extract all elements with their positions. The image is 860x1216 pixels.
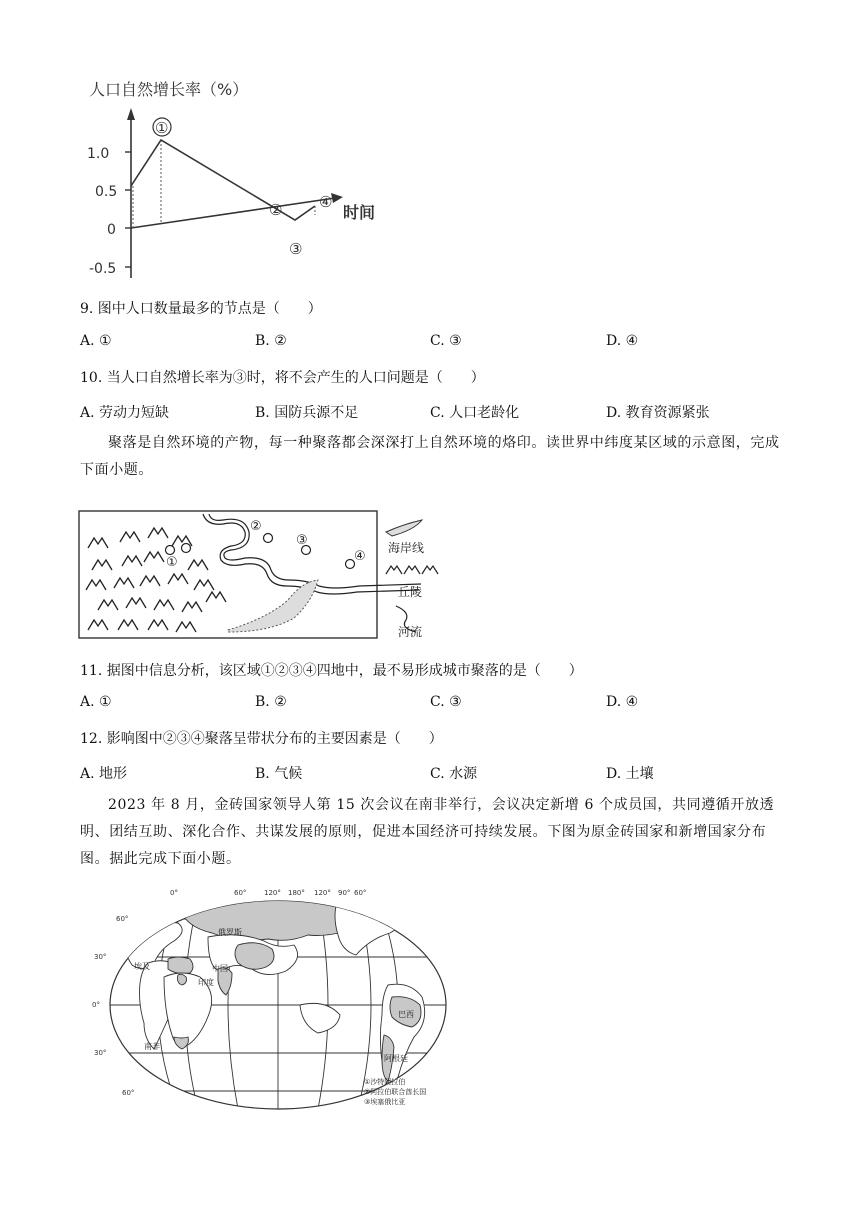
q11-option-c: C. ③ xyxy=(430,694,462,710)
q10-option-a: A. 劳动力短缺 xyxy=(80,405,170,421)
question-9-stem: 9. 图中人口数量最多的节点是（ ） xyxy=(80,301,322,317)
growth-curve xyxy=(131,140,315,220)
node-label: ① xyxy=(155,119,169,137)
q11-option-a: A. ① xyxy=(80,694,112,710)
q12-option-d: D. 土壤 xyxy=(606,766,654,782)
node-label: ② xyxy=(269,201,283,219)
q9-option-a: A. ① xyxy=(80,333,112,349)
q9-option-b: B. ② xyxy=(255,333,287,349)
settlement-label: ③ xyxy=(296,533,308,548)
settlement-label: ① xyxy=(166,555,178,570)
lon-label: 120° xyxy=(264,889,281,897)
q12-option-a: A. 地形 xyxy=(80,766,128,782)
q12-option-c: C. 水源 xyxy=(430,766,478,782)
map-legend-item: ①沙特阿拉伯 xyxy=(364,1078,406,1086)
y-axis-arrow xyxy=(127,108,135,120)
legend-coastline: 海岸线 xyxy=(388,541,425,555)
population-growth-chart xyxy=(85,78,405,286)
time-axis-arrow xyxy=(331,193,343,203)
lat-label: 30° xyxy=(94,1049,107,1057)
lon-label: 0° xyxy=(170,889,178,897)
country-label: 俄罗斯 xyxy=(218,928,242,937)
legend-river: 河流 xyxy=(398,625,423,639)
coastline-legend-icon xyxy=(386,520,422,536)
country-label: 中国 xyxy=(212,964,228,973)
lon-label: 60° xyxy=(354,889,367,897)
question-10-stem: 10. 当人口自然增长率为③时，将不会产生的人口问题是（ ） xyxy=(80,370,485,386)
settlement-label: ② xyxy=(250,519,262,534)
lat-label: 60° xyxy=(116,915,129,923)
lat-label: 60° xyxy=(122,1089,135,1097)
settlement-label: ④ xyxy=(354,549,366,564)
lon-label: 120° xyxy=(314,889,331,897)
country-label: 巴西 xyxy=(398,1010,414,1019)
node-label: ③ xyxy=(289,240,303,258)
q10-option-c: C. 人口老龄化 xyxy=(430,405,520,421)
lat-label: 0° xyxy=(92,1001,100,1009)
passage-settlement: 聚落是自然环境的产物，每一种聚落都会深深打上自然环境的烙印。读世界中纬度某区域的示意图，完成下面小题。 xyxy=(80,435,780,478)
y-tick-label: 1.0 xyxy=(87,146,110,162)
lat-label: 30° xyxy=(94,953,107,961)
settlement-sketch-map xyxy=(78,510,440,640)
map-legend-item: ②阿拉伯联合酋长国 xyxy=(364,1088,427,1096)
q10-option-b: B. 国防兵源不足 xyxy=(255,405,359,421)
question-11-stem: 11. 据图中信息分析，该区域①②③④四地中，最不易形成城市聚落的是（ ） xyxy=(80,663,583,679)
q12-option-b: B. 气候 xyxy=(255,766,303,782)
y-tick-label: 0 xyxy=(107,222,116,238)
y-tick-label: -0.5 xyxy=(89,261,117,277)
lon-label: 90° xyxy=(338,889,351,897)
lon-label: 180° xyxy=(288,889,305,897)
map-legend-item: ③埃塞俄比亚 xyxy=(364,1098,406,1106)
q10-option-d: D. 教育资源紧张 xyxy=(606,405,710,421)
legend-hills: 丘陵 xyxy=(398,585,423,599)
q11-option-b: B. ② xyxy=(255,694,287,710)
passage-brics: 2023 年 8 月，金砖国家领导人第 15 次会议在南非举行，会议决定新增 6 个成员国，共同遵循开放透明、团结互助、深化合作、共谋发展的原则，促进本国经济可持续发展。下图为原金砖国家和新增国家分布图。据此完成下面小题。 xyxy=(80,797,775,867)
q9-option-d: D. ④ xyxy=(606,333,639,349)
x-axis-label: 时间 xyxy=(343,203,376,222)
brics-world-map xyxy=(88,885,468,1113)
node-label: ④ xyxy=(319,193,333,211)
country-label: 埃及 xyxy=(134,962,150,971)
y-tick-label: 0.5 xyxy=(95,184,118,200)
question-12-stem: 12. 影响图中②③④聚落呈带状分布的主要因素是（ ） xyxy=(80,731,443,747)
lon-label: 60° xyxy=(234,889,247,897)
q11-option-d: D. ④ xyxy=(606,694,639,710)
hill-legend-icon xyxy=(386,566,438,574)
country-label: 南非 xyxy=(144,1042,160,1051)
y-axis-label: 人口自然增长率（%） xyxy=(89,80,249,99)
country-label: 阿根廷 xyxy=(384,1054,408,1063)
map-frame xyxy=(79,511,377,638)
q9-option-c: C. ③ xyxy=(430,333,462,349)
country-label: 印度 xyxy=(198,978,214,987)
